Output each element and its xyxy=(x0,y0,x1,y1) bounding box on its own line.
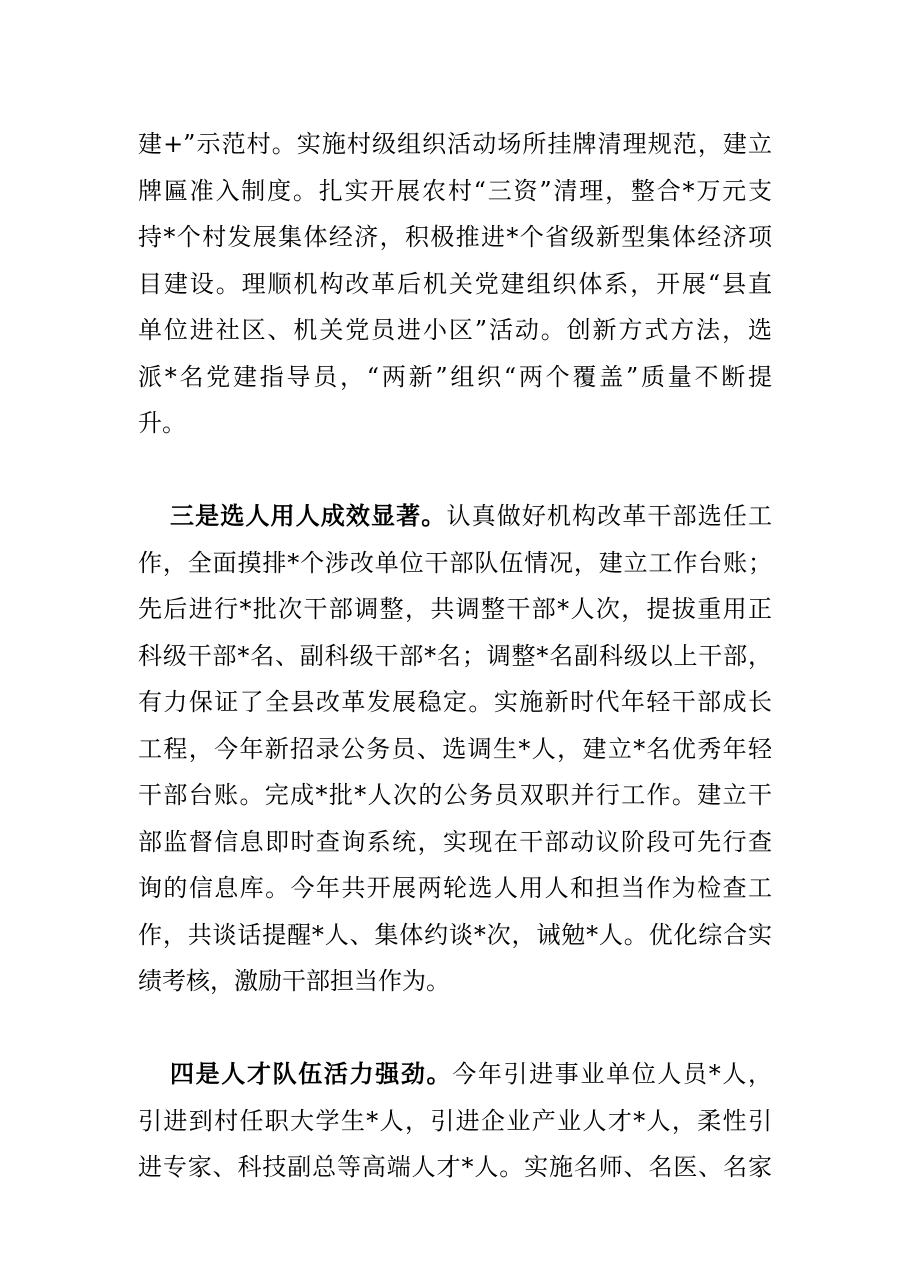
paragraph-personnel-selection xyxy=(138,493,772,1005)
text-line: 牌匾准入制度。扎实开展农村“三资”清理，整合*万元支 xyxy=(138,176,772,205)
text-line: 派*名党建指导员，“两新”组织“两个覆盖”质量不断提 xyxy=(138,362,772,391)
text-line: 持*个村发展集体经济，积极推进*个省级新型集体经济项 xyxy=(138,223,772,251)
text-line-first xyxy=(138,493,772,540)
text-line: 科级干部*名、副科级干部*名；调整*名副科级以上干部， xyxy=(138,641,772,670)
text-line: 目建设。理顺机构改革后机关党建组织体系，开展“县直 xyxy=(138,269,772,298)
text-line-first xyxy=(138,1051,772,1098)
text-run: 认真做好机构改革干部选任工 xyxy=(446,502,772,530)
text-line: 工程，今年新招录公务员、选调生*人，建立*名优秀年轻 xyxy=(138,734,772,763)
text-line: 有力保证了全县改革发展稳定。实施新时代年轻干部成长 xyxy=(138,688,772,716)
text-line: 作，共谈话提醒*人、集体约谈*次，诫勉*人。优化综合实 xyxy=(138,920,772,949)
text-line: 作，全面摸排*个涉改单位干部队伍情况，建立工作台账； xyxy=(138,548,772,577)
text-line: 询的信息库。今年共开展两轮选人用人和担当作为检查工 xyxy=(138,874,772,902)
text-run: 今年引进事业单位人员*人， xyxy=(452,1060,772,1088)
text-line: 干部台账。完成*批*人次的公务员双职并行工作。建立干 xyxy=(138,781,772,809)
text-line: 建+”示范村。实施村级组织活动场所挂牌清理规范，建立 xyxy=(138,130,772,158)
paragraph-heading: 三是选人用人成效显著。 xyxy=(170,501,447,530)
text-line: 单位进社区、机关党员进小区”活动。创新方式方法，选 xyxy=(138,316,772,344)
paragraph-party-building xyxy=(138,121,772,447)
text-line: 部监督信息即时查询系统，实现在干部动议阶段可先行查 xyxy=(138,827,772,856)
text-line: 进专家、科技副总等高端人才*人。实施名师、名医、名家 xyxy=(138,1153,772,1181)
text-line: 引进到村任职大学生*人，引进企业产业人才*人，柔性引 xyxy=(138,1106,772,1135)
text-line: 先后进行*批次干部调整，共调整干部*人次，提拔重用正 xyxy=(138,595,772,623)
text-line: 绩考核，激励干部担当作为。 xyxy=(138,967,450,995)
paragraph-talent-team xyxy=(138,1051,772,1191)
text-line: 升。 xyxy=(138,409,186,437)
paragraph-heading: 四是人才队伍活力强劲。 xyxy=(170,1059,453,1088)
